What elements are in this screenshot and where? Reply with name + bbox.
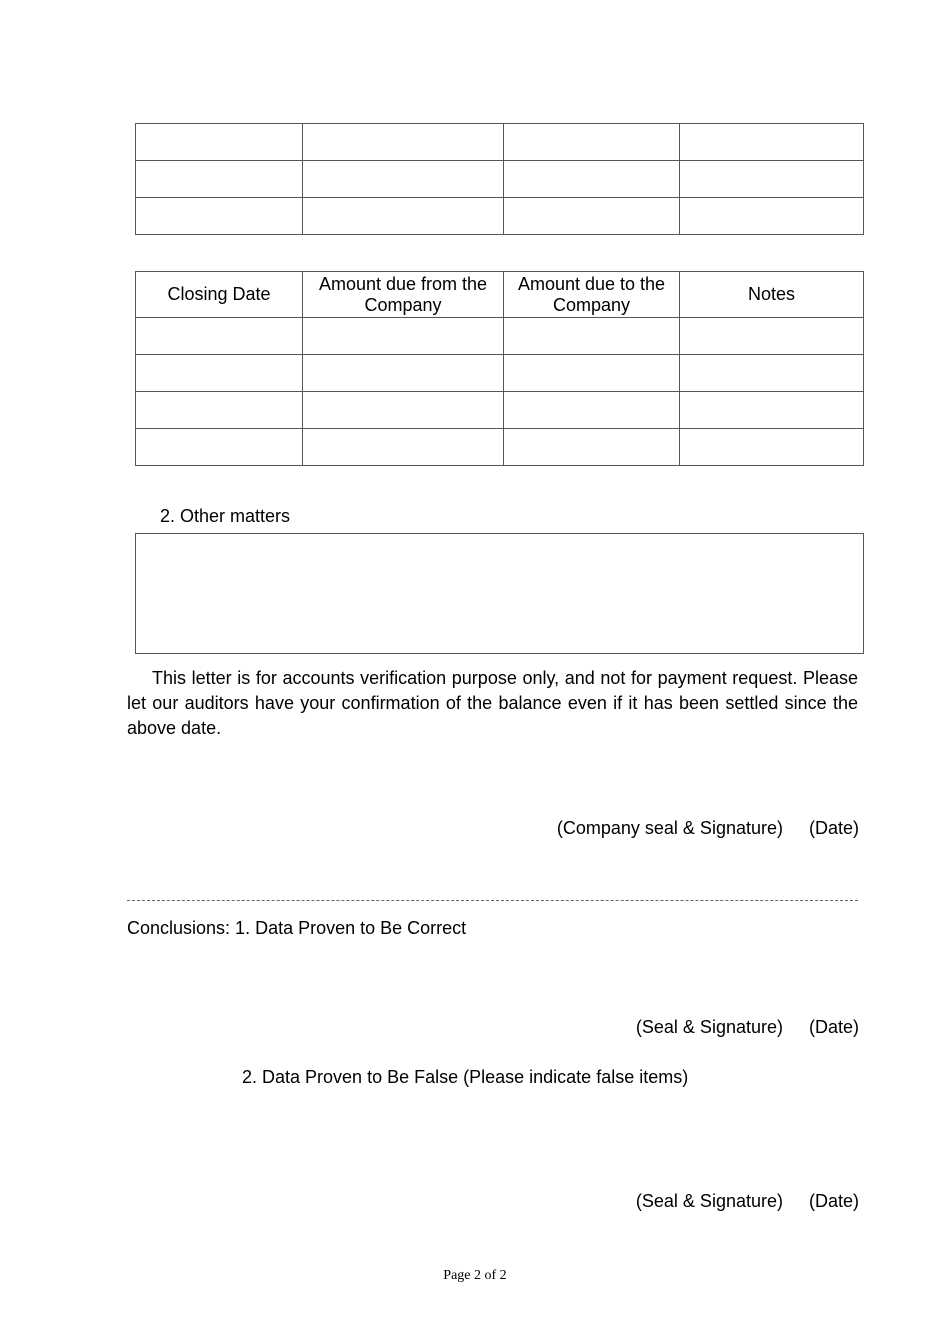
correct-signature-line bbox=[636, 1015, 859, 1040]
page-number: Page 2 of 2 bbox=[443, 1268, 507, 1283]
table-cell[interactable] bbox=[136, 429, 303, 466]
table-cell[interactable] bbox=[504, 318, 680, 355]
table-cell bbox=[680, 198, 864, 235]
header-amount-due-from: Amount due from the Company bbox=[303, 272, 504, 318]
table-cell bbox=[680, 124, 864, 161]
table-cell bbox=[303, 124, 504, 161]
header-notes: Notes bbox=[680, 272, 864, 318]
table-cell bbox=[680, 161, 864, 198]
conclusion-false-label: 2. Data Proven to Be False (Please indicate false items) bbox=[242, 1067, 689, 1087]
top-blank-table bbox=[135, 123, 864, 235]
table-cell[interactable] bbox=[680, 429, 864, 466]
conclusion-correct-label: Conclusions: 1. Data Proven to Be Correct bbox=[127, 918, 467, 938]
table-row bbox=[136, 318, 864, 355]
table-cell bbox=[136, 198, 303, 235]
company-date-label: (Date) bbox=[808, 818, 859, 838]
false-date-label: (Date) bbox=[808, 1191, 859, 1211]
table-header-row bbox=[136, 272, 864, 318]
table-cell bbox=[504, 124, 680, 161]
table-row bbox=[136, 124, 864, 161]
table-cell[interactable] bbox=[680, 355, 864, 392]
correct-date-label: (Date) bbox=[808, 1017, 859, 1037]
table-cell[interactable] bbox=[504, 429, 680, 466]
table-row bbox=[136, 161, 864, 198]
table-cell bbox=[136, 161, 303, 198]
table-cell bbox=[136, 124, 303, 161]
table-cell bbox=[504, 198, 680, 235]
table-cell[interactable] bbox=[504, 355, 680, 392]
table-cell[interactable] bbox=[303, 392, 504, 429]
table-cell bbox=[504, 161, 680, 198]
table-row bbox=[136, 355, 864, 392]
company-signature-line bbox=[557, 816, 859, 841]
table-row bbox=[136, 198, 864, 235]
table-cell bbox=[303, 161, 504, 198]
header-closing-date: Closing Date bbox=[136, 272, 303, 318]
company-seal-label: (Company seal & Signature) bbox=[556, 818, 783, 838]
table-cell[interactable] bbox=[680, 392, 864, 429]
false-signature-line bbox=[636, 1189, 859, 1214]
correct-seal-label: (Seal & Signature) bbox=[635, 1017, 783, 1037]
table-cell[interactable] bbox=[303, 355, 504, 392]
false-seal-label: (Seal & Signature) bbox=[635, 1191, 783, 1211]
balance-table bbox=[135, 271, 864, 466]
cut-line-divider bbox=[127, 900, 858, 901]
table-row bbox=[136, 392, 864, 429]
table-cell[interactable] bbox=[504, 392, 680, 429]
table-cell bbox=[303, 198, 504, 235]
table-cell[interactable] bbox=[136, 392, 303, 429]
table-cell[interactable] bbox=[303, 429, 504, 466]
verification-statement: This letter is for accounts verification purpose only, and not for payment request. Please let our auditors have your confirmation of the balance even if it has been settled since the above date. bbox=[127, 668, 858, 738]
table-cell[interactable] bbox=[680, 318, 864, 355]
other-matters-label: 2. Other matters bbox=[160, 506, 291, 526]
table-cell[interactable] bbox=[136, 318, 303, 355]
other-matters-box[interactable] bbox=[135, 533, 864, 654]
table-cell[interactable] bbox=[303, 318, 504, 355]
header-amount-due-to: Amount due to the Company bbox=[504, 272, 680, 318]
table-cell[interactable] bbox=[136, 355, 303, 392]
table-row bbox=[136, 429, 864, 466]
